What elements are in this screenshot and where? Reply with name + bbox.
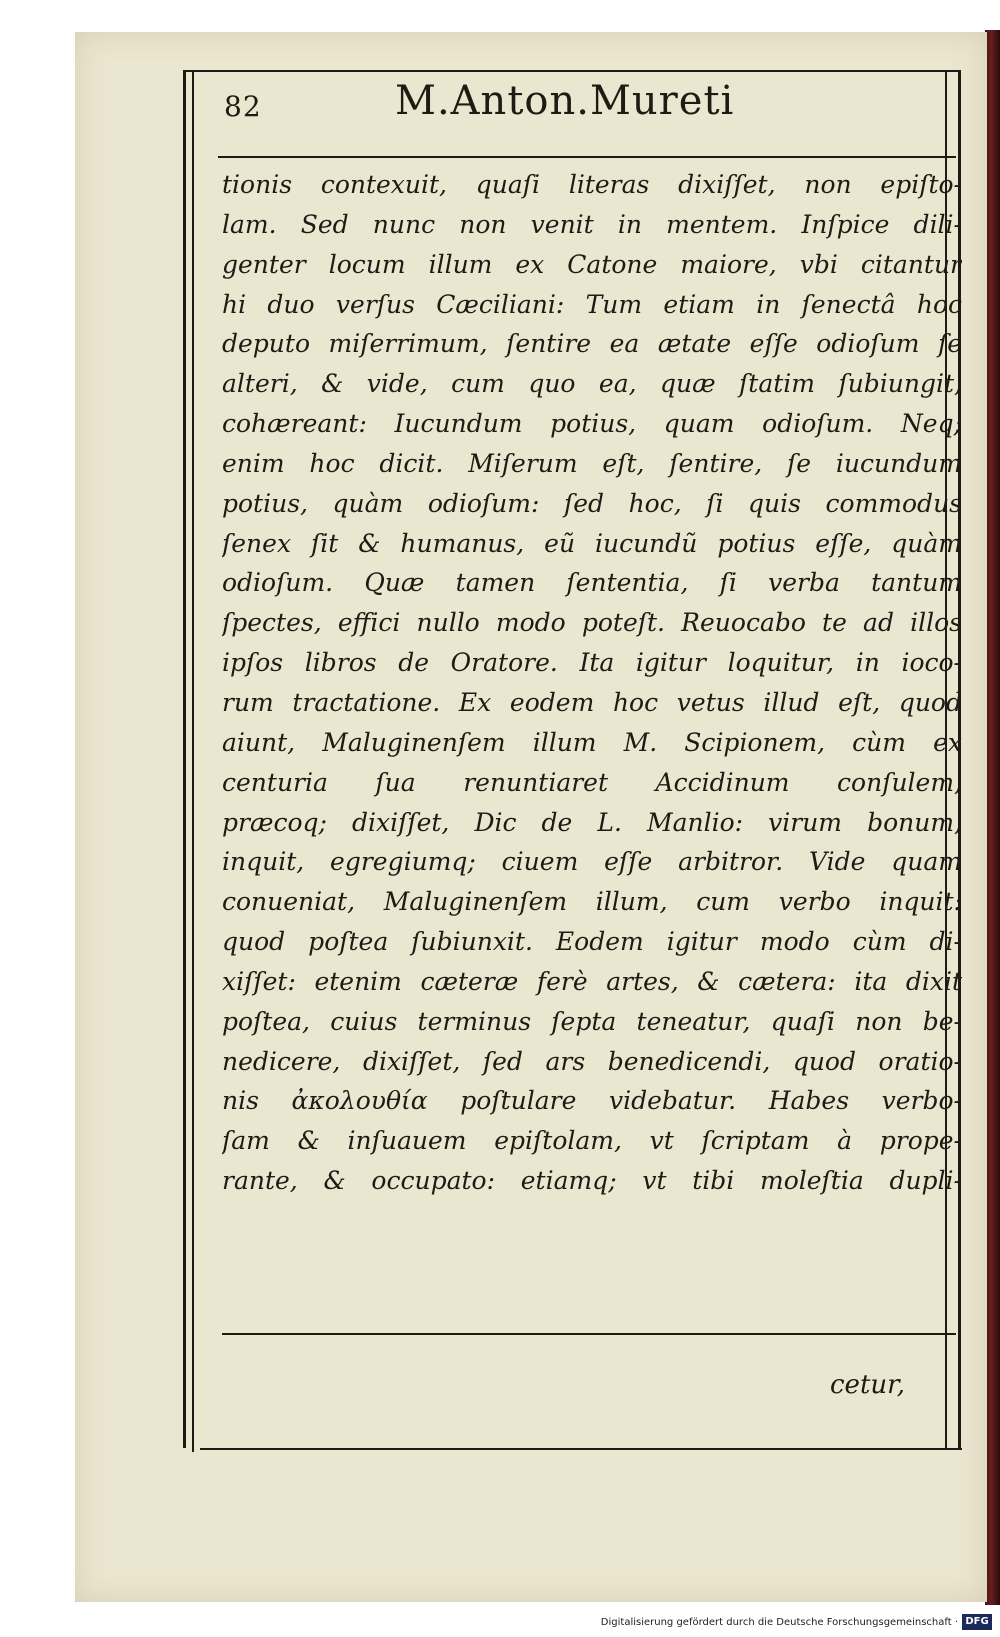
text-line: ipſos libros de Oratore. Ita igitur loquitur, in ioco- (222, 648, 962, 678)
text-line: xiſſet: etenim cæteræ ferè artes, & cætera: ita dixit (222, 966, 962, 996)
text-line: inquit, egregiumq; ciuem eſſe arbitror. Vide quam (222, 847, 962, 877)
dfg-logo: DFG (962, 1614, 992, 1630)
text-line: conueniat, Maluginenſem illum, cum verbo inquit: (222, 887, 962, 917)
text-line: ſam & inſuauem epiſtolam, vt ſcriptam à prope- (222, 1126, 962, 1156)
running-head: M.Anton.Mureti (395, 78, 735, 124)
page-number: 82 (224, 90, 262, 123)
text-line: poſtea, cuius terminus ſepta teneatur, quaſi non be- (222, 1006, 962, 1036)
text-line: præcoq; dixiſſet, Dic de L. Manlio: virum bonum, (222, 807, 962, 837)
text-line: potius, quàm odioſum: ſed hoc, ſi quis commodus (222, 488, 962, 518)
text-line: centuria ſua renuntiaret Accidinum conſulem, (222, 767, 962, 797)
text-line: quod poſtea ſubiunxit. Eodem igitur modo cùm di- (222, 927, 962, 957)
text-line: rante, & occupato: etiamq; vt tibi moleſtia dupli- (222, 1166, 962, 1196)
text-line: lam. Sed nunc non venit in mentem. Inſpice dili- (222, 209, 962, 239)
text-line: deputo miſerrimum, ſentire ea ætate eſſe odioſum ſe (222, 329, 962, 359)
catchword: cetur, (830, 1370, 905, 1400)
text-line: odioſum. Quæ tamen ſententia, ſi verba tantum (222, 568, 962, 598)
digitization-credit: Digitalisierung gefördert durch die Deutsche Forschungsgemeinschaft · (600, 1617, 958, 1628)
text-line: rum tractatione. Ex eodem hoc vetus illud eſt, quod (222, 687, 962, 717)
text-line: tionis contexuit, quaſi literas dixiſſet, non epiſto- (222, 170, 962, 199)
frame-inner-left-rule (192, 72, 194, 1452)
text-line: genter locum illum ex Catone maiore, vbi citantur (222, 249, 962, 279)
frame-bottom-rule (200, 1448, 962, 1450)
body-text (222, 165, 962, 1201)
text-line: alteri, & vide, cum quo ea, quæ ſtatim ſubiungit, (222, 369, 962, 399)
header-rule (218, 156, 956, 158)
text-line: ſenex ſit & humanus, eũ iucundũ potius eſſe, quàm (222, 528, 962, 558)
text-line: nis ἀκολουθία poſtulare videbatur. Habes verbo- (222, 1086, 962, 1116)
book-edge (985, 30, 1000, 1605)
text-line: aiunt, Maluginenſem illum M. Scipionem, cùm ex (222, 727, 962, 757)
text-line: cohæreant: Iucundum potius, quam odioſum. Neq; (222, 409, 962, 439)
text-line: hi duo verſus Cæciliani: Tum etiam in ſenectâ hoc (222, 289, 962, 319)
text-line: ſpectes, effici nullo modo poteſt. Reuocabo te ad illos (222, 608, 962, 638)
text-line: nedicere, dixiſſet, ſed ars benedicendi, quod oratio- (222, 1046, 962, 1076)
text-line: enim hoc dicit. Miſerum eſt, ſentire, ſe iucundum (222, 448, 962, 478)
text-bottom-rule (222, 1333, 956, 1335)
